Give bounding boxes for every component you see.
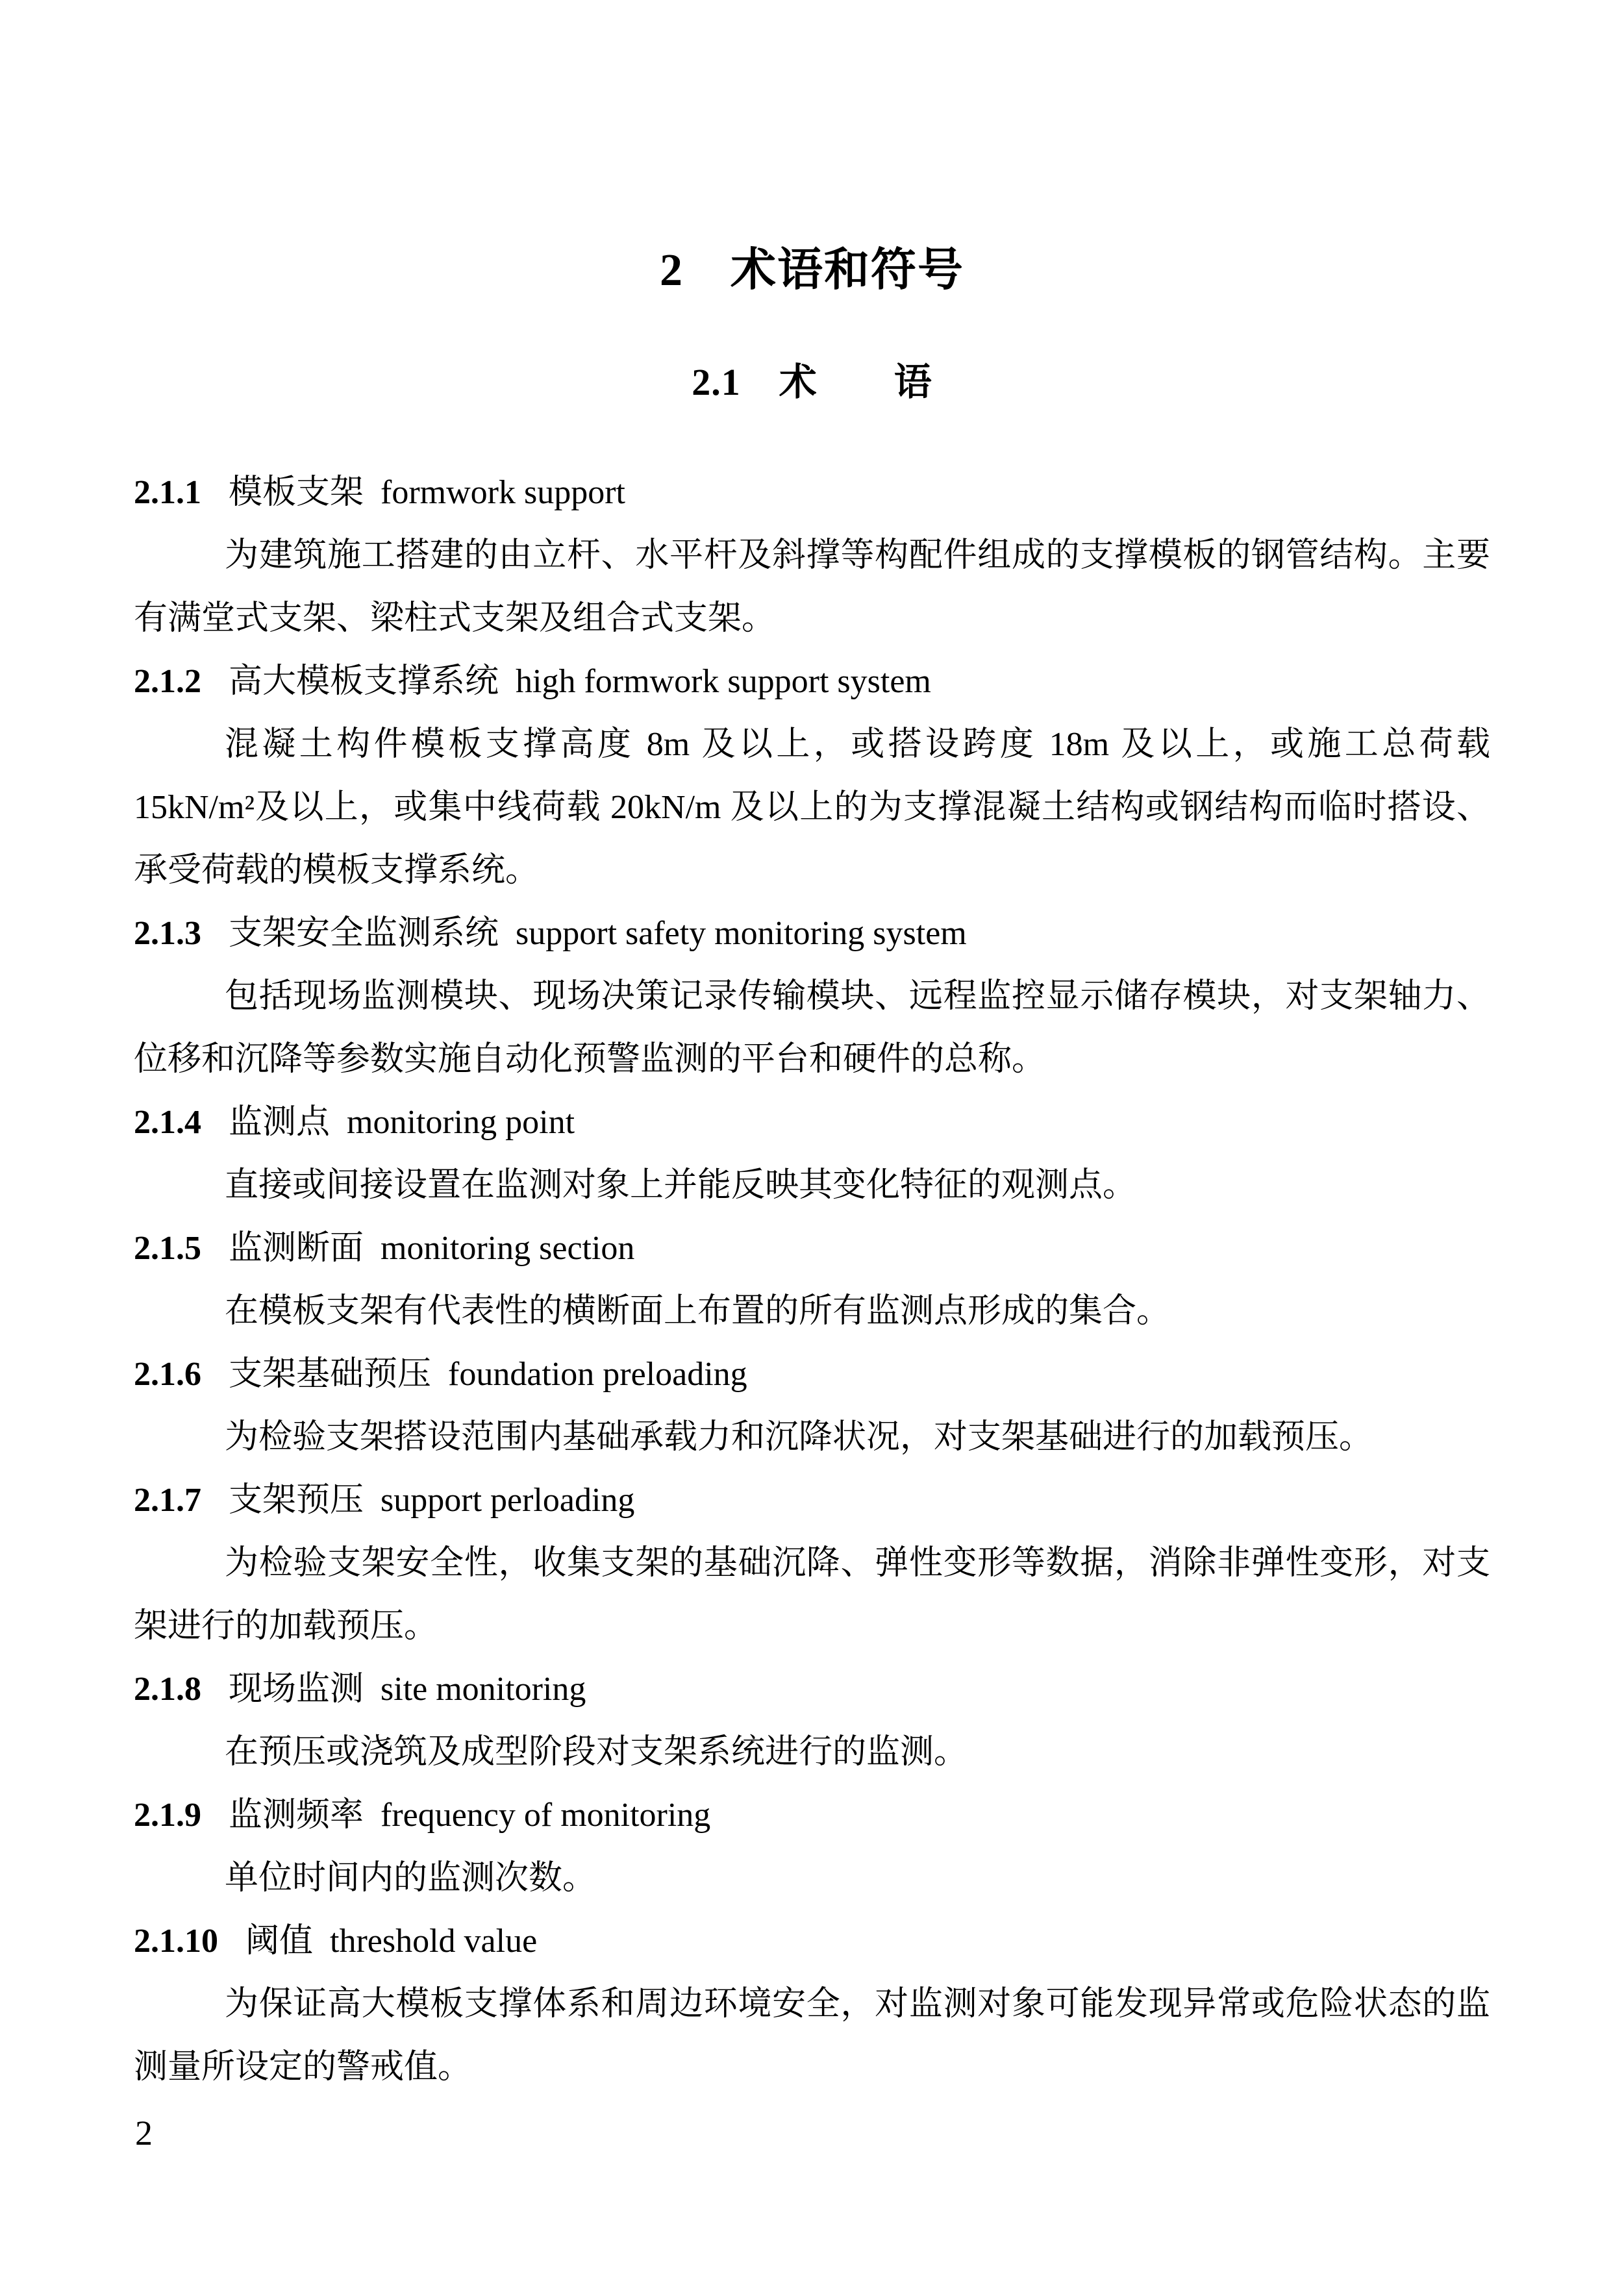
term-name-zh: 支架预压 (229, 1482, 364, 1519)
term-2-1-10 (134, 1910, 1490, 2099)
term-number: 2.1.2 (134, 663, 201, 700)
term-heading (134, 902, 1490, 965)
term-2-1-9 (134, 1784, 1490, 1910)
term-number: 2.1.5 (134, 1230, 201, 1267)
term-2-1-7 (134, 1469, 1490, 1658)
term-name-zh: 现场监测 (229, 1671, 364, 1708)
term-number: 2.1.8 (134, 1671, 201, 1708)
term-heading (134, 1217, 1490, 1280)
term-2-1-3 (134, 902, 1490, 1091)
term-name-zh: 监测断面 (229, 1230, 364, 1267)
term-number: 2.1.9 (134, 1797, 201, 1834)
term-name-en: threshold value (330, 1923, 538, 1960)
term-heading (134, 650, 1490, 713)
term-heading (134, 1658, 1490, 1721)
term-2-1-6 (134, 1343, 1490, 1469)
term-heading (134, 1784, 1490, 1847)
terms-list (134, 461, 1490, 2099)
term-heading (134, 1469, 1490, 1532)
term-name-en: site monitoring (381, 1671, 586, 1708)
term-2-1-5 (134, 1217, 1490, 1343)
term-name-en: high formwork support system (516, 663, 931, 700)
term-heading (134, 1910, 1490, 1973)
term-number: 2.1.7 (134, 1482, 201, 1519)
term-2-1-1 (134, 461, 1490, 650)
term-name-en: support perloading (381, 1482, 635, 1519)
term-number: 2.1.10 (134, 1923, 218, 1960)
term-name-en: monitoring point (347, 1104, 575, 1141)
term-name-zh: 支架基础预压 (229, 1356, 432, 1393)
term-number: 2.1.1 (134, 474, 201, 511)
term-number: 2.1.3 (134, 915, 201, 952)
term-name-en: support safety monitoring system (516, 915, 967, 952)
term-number: 2.1.4 (134, 1104, 201, 1141)
term-name-en: monitoring section (381, 1230, 635, 1267)
term-definition: 单位时间内的监测次数。 (225, 1860, 597, 1897)
term-heading (134, 1091, 1490, 1154)
term-heading (134, 461, 1490, 524)
section-title: 2.1 术 语 (692, 361, 932, 403)
term-name-en: foundation preloading (448, 1356, 747, 1393)
term-definition: 为建筑施工搭建的由立杆、水平杆及斜撑等构配件组成的支撑模板的钢管结构。主要有满堂式支架、梁柱式支架及组合式支架。 (134, 537, 1490, 637)
term-definition: 包括现场监测模块、现场决策记录传输模块、远程监控显示储存模块，对支架轴力、位移和沉降等参数实施自动化预警监测的平台和硬件的总称。 (134, 978, 1490, 1078)
term-number: 2.1.6 (134, 1356, 201, 1393)
term-2-1-4 (134, 1091, 1490, 1217)
term-name-zh: 模板支架 (229, 474, 364, 511)
term-name-zh: 监测点 (229, 1104, 331, 1141)
term-name-zh: 监测频率 (229, 1797, 364, 1834)
term-name-zh: 高大模板支撑系统 (229, 663, 499, 700)
term-definition: 为保证高大模板支撑体系和周边环境安全，对监测对象可能发现异常或危险状态的监测量所设定的警戒值。 (134, 1986, 1490, 2086)
term-definition: 直接或间接设置在监测对象上并能反映其变化特征的观测点。 (225, 1167, 1137, 1204)
term-2-1-2 (134, 650, 1490, 902)
term-definition: 为检验支架安全性，收集支架的基础沉降、弹性变形等数据，消除非弹性变形，对支架进行的加载预压。 (134, 1545, 1490, 1645)
term-name-zh: 支架安全监测系统 (229, 915, 499, 952)
term-name-en: frequency of monitoring (381, 1797, 711, 1834)
term-2-1-8 (134, 1658, 1490, 1784)
term-definition: 为检验支架搭设范围内基础承载力和沉降状况，对支架基础进行的加载预压。 (225, 1419, 1373, 1456)
term-name-en: formwork support (381, 474, 625, 511)
term-definition: 在模板支架有代表性的横断面上布置的所有监测点形成的集合。 (225, 1293, 1171, 1330)
term-definition: 混凝土构件模板支撑高度 8m 及以上，或搭设跨度 18m 及以上，或施工总荷载 15kN/m²及以上，或集中线荷载 20kN/m 及以上的为支撑混凝土结构或钢结构而临时搭设、承受荷载的模板支撑系统。 (134, 726, 1490, 889)
term-name-zh: 阈值 (245, 1923, 314, 1960)
chapter-title: 2 术语和符号 (660, 245, 964, 295)
term-definition: 在预压或浇筑及成型阶段对支架系统进行的监测。 (225, 1734, 968, 1771)
term-heading (134, 1343, 1490, 1406)
page-number: 2 (135, 2114, 153, 2152)
